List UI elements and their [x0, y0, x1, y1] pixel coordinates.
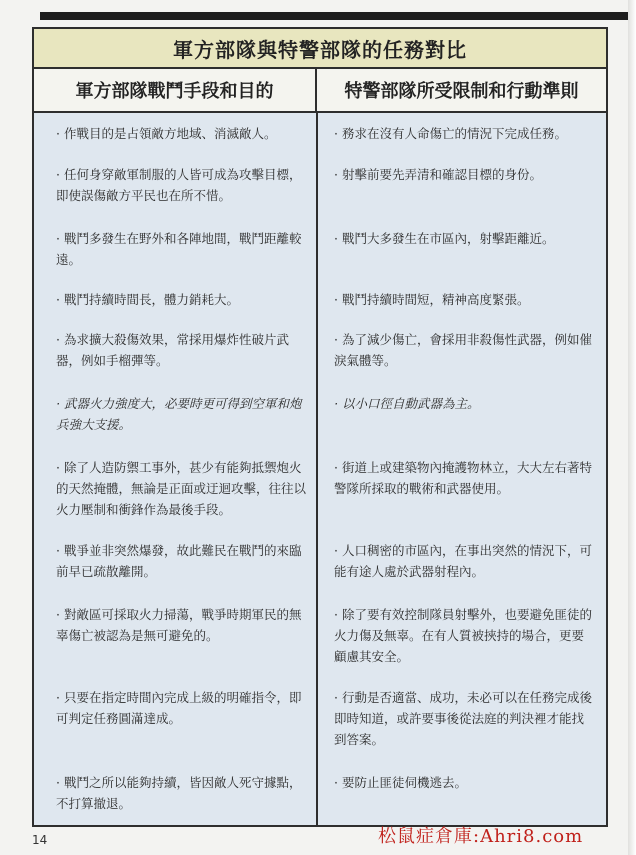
swat-point: · 為了減少傷亡，會採用非殺傷性武器，例如催淚氣體等。	[334, 332, 592, 368]
swat-point: · 戰鬥大多發生在市區內，射擊距離近。	[334, 231, 555, 246]
column-header-swat: 特警部隊所受限制和行動準則	[317, 69, 606, 113]
swat-point: · 人口稠密的市區內，在事出突然的情況下，可能有途人處於武器射程內。	[334, 543, 592, 579]
military-point: · 除了人造防禦工事外，甚少有能夠抵禦炮火的天然掩體，無論是正面或迂迴攻擊，往往以火力壓制和衝鋒作為最後手段。	[56, 460, 307, 517]
swat-point: · 戰鬥持續時間短，精神高度緊張。	[334, 292, 530, 307]
swat-point: · 射擊前要先弄清和確認目標的身份。	[334, 167, 542, 182]
column-header-military: 軍方部隊戰鬥手段和目的	[34, 69, 317, 113]
watermark-text: 松鼠症倉庫:Ahri8.com	[378, 826, 584, 847]
military-point: · 任何身穿敵軍制服的人皆可成為攻擊目標，即使誤傷敵方平民也在所不惜。	[56, 167, 302, 203]
swat-point: · 以小口徑自動武器為主。	[334, 396, 480, 411]
military-point: · 戰鬥之所以能夠持續，皆因敵人死守據點，不打算撤退。	[56, 775, 302, 811]
military-point: · 武器火力強度大，必要時更可得到空軍和炮兵強大支援。	[56, 396, 302, 432]
top-rule	[40, 12, 636, 20]
table-title: 軍方部隊與特警部隊的任務對比	[34, 29, 606, 69]
column-divider	[316, 113, 318, 825]
page-edge	[628, 0, 636, 855]
military-point: · 只要在指定時間內完成上級的明確指令，即可判定任務圓滿達成。	[56, 690, 302, 726]
page-number: 14	[32, 833, 48, 847]
swat-point: · 要防止匪徒伺機逃去。	[334, 775, 467, 790]
military-point: · 戰鬥持續時間長，體力銷耗大。	[56, 292, 239, 307]
comparison-table	[32, 27, 608, 827]
military-point: · 對敵區可採取火力掃蕩，戰爭時期軍民的無辜傷亡被認為是無可避免的。	[56, 607, 302, 643]
military-point: · 為求擴大殺傷效果，常採用爆炸性破片武器，例如手榴彈等。	[56, 332, 289, 368]
swat-point: · 務求在沒有人命傷亡的情況下完成任務。	[334, 126, 567, 141]
swat-point: · 街道上或建築物內掩護物林立，大大左右著特警隊所採取的戰術和武器使用。	[334, 460, 592, 496]
swat-point: · 除了要有效控制隊員射擊外，也要避免匪徒的火力傷及無辜。在有人質被挾持的場合，更要顧慮其安全。	[334, 607, 592, 664]
military-point: · 戰鬥多發生在野外和各陣地間，戰鬥距離較遠。	[56, 231, 302, 267]
swat-point: · 行動是否適當、成功，未必可以在任務完成後即時知道，或許要事後從法庭的判決裡才能找到答案。	[334, 690, 592, 747]
military-point: · 作戰目的是占領敵方地域、消滅敵人。	[56, 126, 277, 141]
military-point: · 戰爭並非突然爆發，故此難民在戰鬥的來臨前早已疏散離開。	[56, 543, 302, 579]
